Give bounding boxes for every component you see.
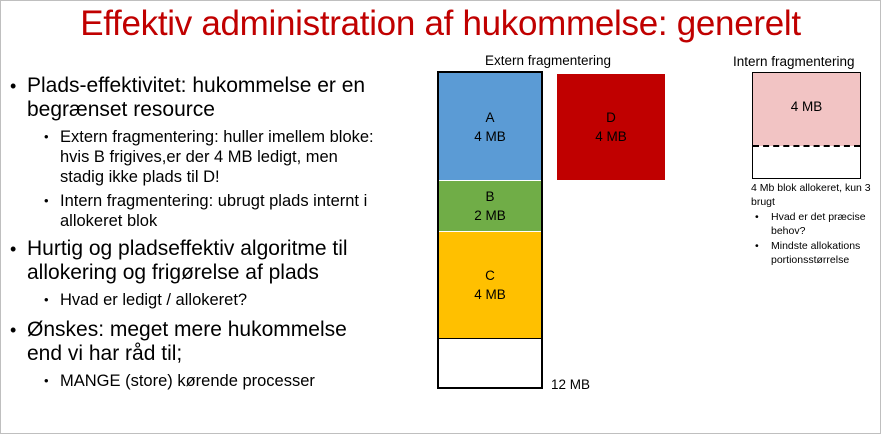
intern-note-sub-exact-need: • Hvad er det præcise behov? [751, 211, 879, 238]
block-b-name: B [485, 189, 495, 204]
intern-fragmentation-heading: Intern fragmentering [733, 54, 855, 69]
slide-title: Effektiv administration af hukommelse: generelt [80, 4, 801, 43]
block-a-size: 4 MB [474, 128, 506, 144]
memory-block-d [557, 74, 665, 180]
bullet-list [6, 74, 378, 391]
extern-fragmentation-heading: Extern fragmentering [485, 53, 612, 68]
memory-block-c [439, 232, 541, 338]
block-c-size: 4 MB [474, 287, 506, 302]
intern-block-size: 4 MB [790, 99, 823, 114]
intern-block-used [753, 73, 860, 146]
intern-note [751, 182, 879, 267]
block-b-size: 2 MB [474, 208, 506, 223]
intern-block [752, 72, 861, 179]
bullet-wish-more-memory: • Ønskes: meget mere hukommelse end vi har råd til; [6, 318, 378, 366]
bullet-space-efficiency: • Plads-effektivitet: hukommelse er en begrænset resource [6, 74, 378, 122]
sub-bullet-many-processes: • MANGE (store) kørende processer [6, 371, 378, 391]
sub-bullet-internal-fragmentation: • Intern fragmentering: ubrugt plads internt i allokeret blok [6, 191, 378, 231]
block-d-size: 4 MB [595, 129, 627, 144]
sub-bullet-free-allocated: • Hvad er ledigt / allokeret? [6, 290, 378, 310]
intern-note-sub-min-allocation: • Mindste allokations portionsstørrelse [751, 240, 879, 267]
memory-block-b [439, 180, 541, 232]
block-c-name: C [485, 268, 495, 283]
bullet-fast-algorithm: • Hurtig og pladseffektiv algoritme til allokering og frigørelse af plads [6, 237, 378, 285]
sub-bullet-external-fragmentation: • Extern fragmentering: huller imellem bloke: hvis B frigives,er der 4 MB ledigt, men stadig ikke plads til D! [6, 127, 378, 187]
intern-note-text: 4 Mb blok allokeret, kun 3 brugt [751, 182, 871, 208]
used-boundary-dashed-line [753, 145, 860, 147]
memory-block-a [439, 73, 541, 180]
total-memory-label: 12 MB [551, 377, 591, 392]
block-a-name: A [485, 109, 495, 125]
memory-free-space [439, 338, 541, 387]
block-d-name: D [606, 110, 616, 125]
